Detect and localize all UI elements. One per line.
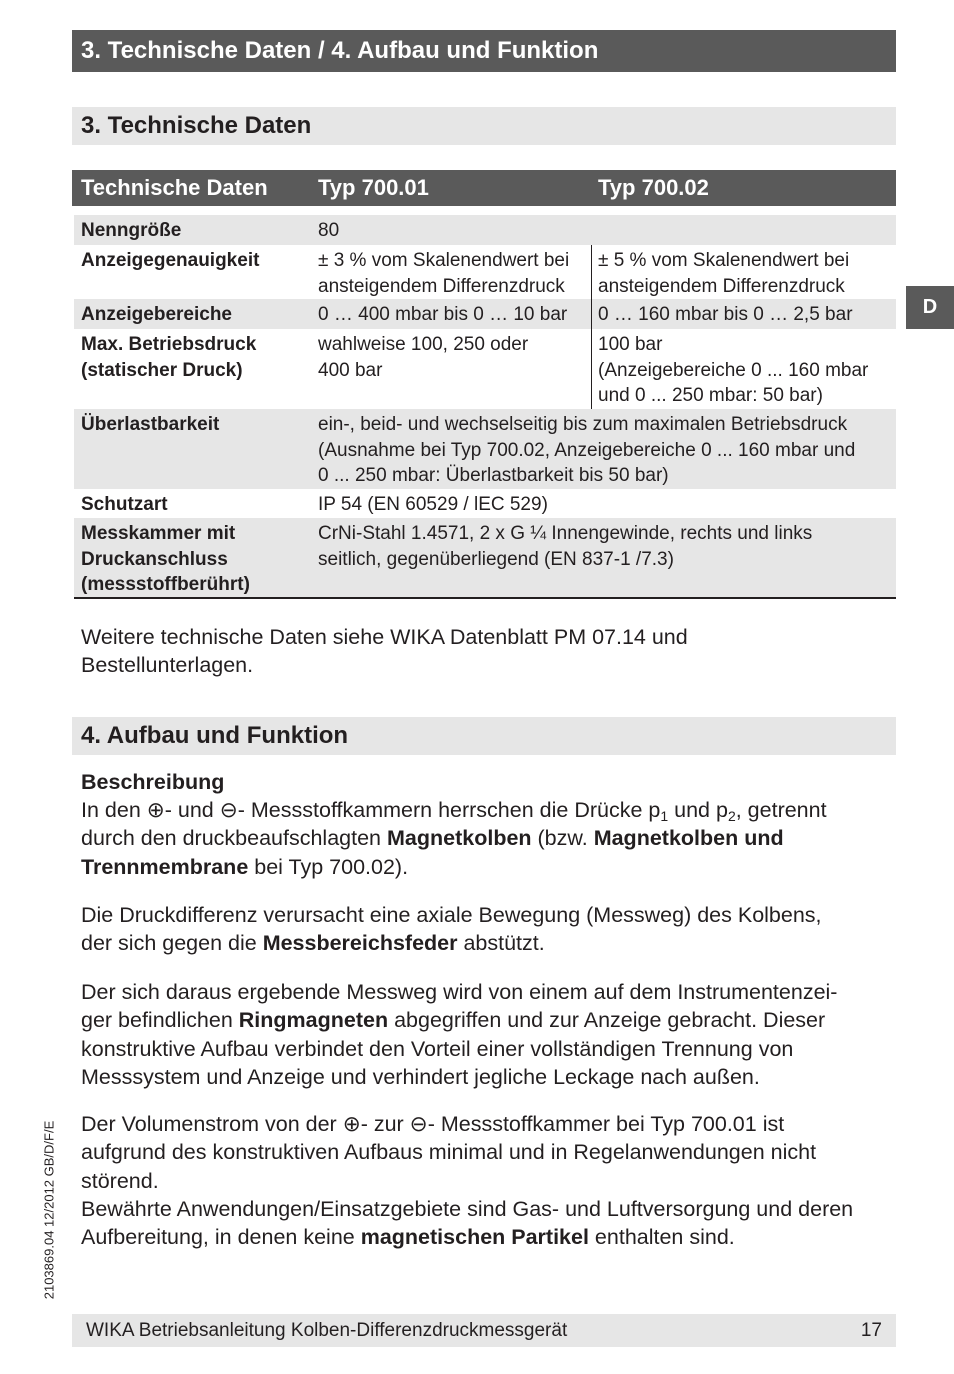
footer-text: WIKA Betriebsanleitung Kolben-Differenzdruckmessgerät [86,1320,568,1341]
text-run: (bzw. [531,826,594,851]
row-value: IP 54 (EN 60529 / lEC 529) [318,494,548,515]
page-number: 17 [860,1320,882,1341]
subscript: 1 [660,808,669,824]
text-run: In den ⊕- und ⊖- Messstoffkammern herrschen die Drücke p [81,798,661,822]
paragraph-pressure-difference [81,901,901,958]
text-run: Die Druckdifferenz verursacht eine axiale Bewegung (Messweg) des Kolbens, der sich gegen die [81,903,822,956]
row-value-typ-700-02: 100 bar (Anzeigebereiche 0 ... 160 mbar und 0 ... 250 mbar: 50 bar) [598,334,869,406]
table-row [74,489,896,518]
row-value-typ-700-01: wahlweise 100, 250 oder 400 bar [318,334,529,381]
table-row [74,215,896,245]
note-text: Weitere technische Daten siehe WIKA Datenblatt PM 07.14 und Bestellunterlagen. [81,625,688,678]
paragraph-ring-magnet [81,978,901,1091]
text-run: Der sich daraus ergebende Messweg wird von einem auf dem Instrumentenzei- ger befindlichen [81,980,838,1033]
row-label: Anzeigegenauigkeit [81,250,260,271]
language-tab-d: D [906,286,954,329]
row-value-typ-700-01: 0 … 400 mbar bis 0 … 10 bar [318,304,568,325]
text-run: und p [668,798,728,822]
section-3-title: 3. Technische Daten [72,107,896,145]
table-row [74,245,896,299]
row-value: 80 [318,220,340,241]
beschreibung-heading: Beschreibung [81,770,225,794]
page-footer [72,1314,896,1347]
document-code: 2103869.04 12/2012 GB/D/F/E [41,1120,57,1300]
column-divider [591,245,592,409]
paragraph-volume-flow [81,1110,901,1251]
table-bottom-rule [74,597,896,599]
bold-term: Ringmagneten [238,1008,389,1033]
subscript: 2 [727,808,736,824]
table-row [74,299,896,329]
table-header-typ-700-02: Typ 700.02 [598,175,709,200]
text-run: enthalten sind. [588,1225,735,1250]
table-row [74,329,896,409]
text-run: abstützt. [457,931,545,956]
text-run: , getrennt durch den druckbeaufschlagten [81,798,827,851]
bold-term: Messbereichsfeder [262,931,458,956]
row-label: Überlastbarkeit [81,414,220,435]
paragraph-description [81,796,901,881]
table-row [74,518,896,597]
table-header [72,170,896,206]
row-value-typ-700-02: ± 5 % vom Skalenendwert bei ansteigendem Differenzdruck [598,250,850,297]
bold-term: magnetischen Partikel [360,1225,589,1250]
row-value: ein-, beid- und wechselseitig bis zum maximalen Betriebsdruck (Ausnahme bei Typ 700.02, Anzeigebereiche 0 ... 160 mbar und 0 ... 250 mbar: Überlastbarkeit bis 50 bar) [318,414,856,486]
text-run: bei Typ 700.02). [248,854,409,879]
row-label: Max. Betriebsdruck (statischer Druck) [81,334,257,381]
table-header-label: Technische Daten [81,175,268,200]
row-label: Anzeigebereiche [81,304,232,325]
row-value-typ-700-01: ± 3 % vom Skalenendwert bei ansteigendem Differenzdruck [318,250,570,297]
page-header-title: 3. Technische Daten / 4. Aufbau und Funktion [72,30,896,72]
bold-term: Magnetkolben und Trennmembrane [81,826,784,879]
section-4-title: 4. Aufbau und Funktion [72,717,896,755]
text-run: abgegriffen und zur Anzeige gebracht. Dieser konstruktive Aufbau verbindet den Vorteil einer vollständigen Trennung von Messsystem und Anzeige und verhindert jegliche Leckage nach außen. [81,1008,826,1089]
bold-term: Magnetkolben [387,826,532,851]
row-label: Nenngröße [81,220,182,241]
row-label: Schutzart [81,494,168,515]
table-header-typ-700-01: Typ 700.01 [318,175,429,200]
row-value-typ-700-02: 0 … 160 mbar bis 0 … 2,5 bar [598,304,853,325]
row-value: CrNi-Stahl 1.4571, 2 x G ¼ Innengewinde, rechts und links seitlich, gegenüberliegend (EN 837-1 /7.3) [318,523,813,570]
table-row [74,409,896,489]
row-label: Messkammer mit Druckanschluss (messstoffberührt) [81,523,250,595]
text-run: Der Volumenstrom von der ⊕- zur ⊖- Messstoffkammer bei Typ 700.01 ist aufgrund des konstruktiven Aufbaus minimal und in Regelanwendungen nicht störend. Bewährte Anwendungen/Einsatzgebiete sind Gas- und Luftversorgung und deren Aufbereitung, in denen keine [81,1112,854,1250]
